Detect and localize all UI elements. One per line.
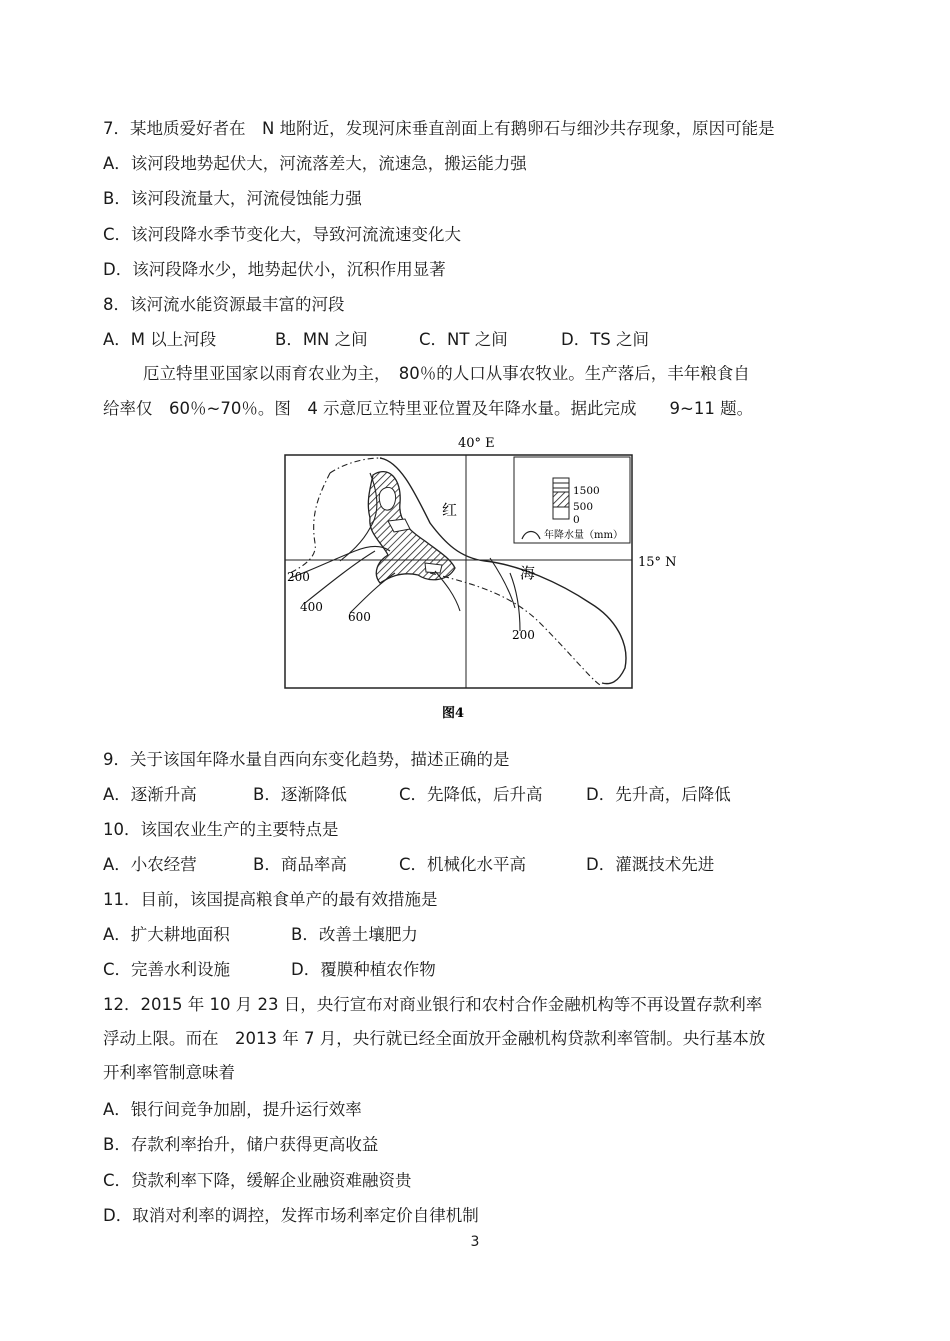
q12-stem-line-2: 浮动上限。而在 2013 年 7 月，央行就已经全面放开金融机构贷款利率管制。央行基本放 (103, 1029, 766, 1048)
legend-swatch-mid (553, 492, 569, 507)
q10-stem: 10．该国农业生产的主要特点是 (103, 820, 339, 839)
isohyet-400 (305, 551, 375, 603)
q8-option-c: C．NT 之间 (419, 330, 508, 349)
peak-zone-3 (425, 563, 442, 573)
contour-label-400: 400 (300, 600, 323, 614)
legend-swatch-low (553, 507, 569, 519)
lon-label: 40° E (458, 436, 495, 451)
q10-option-c: C．机械化水平高 (399, 855, 527, 874)
q12-option-d: D．取消对利率的调控，发挥市场利率定价自律机制 (103, 1206, 479, 1225)
q8-option-d: D．TS 之间 (561, 330, 650, 349)
contour-label-600: 600 (348, 610, 371, 624)
legend-swatch-high (553, 478, 569, 492)
contour-label-200-east: 200 (512, 628, 535, 642)
q10-options (103, 854, 803, 876)
q9-option-c: C．先降低，后升高 (399, 785, 543, 804)
figure-caption: 图4 (442, 706, 465, 721)
map-svg (270, 433, 680, 723)
legend-caption: 年降水量（mm） (544, 530, 623, 541)
q12-stem-line-3: 开利率管制意味着 (103, 1063, 235, 1082)
q7-option-a: A．该河段地势起伏大，河流落差大，流速急，搬运能力强 (103, 154, 527, 173)
q7-option-b: B．该河段流量大，河流侵蚀能力强 (103, 189, 362, 208)
q11-option-d: D．覆膜种植农作物 (291, 960, 436, 979)
q11-options-row2 (103, 959, 603, 981)
page-number: 3 (470, 1234, 480, 1250)
q8-option-b: B．MN 之间 (275, 330, 368, 349)
q11-option-b: B．改善土壤肥力 (291, 925, 418, 944)
q7-stem: 7．某地质爱好者在 N 地附近，发现河床垂直剖面上有鹅卵石与细沙共存现象，原因可能是 (103, 119, 775, 138)
passage-line-1: 厄立特里亚国家以雨育农业为主， 80％的人口从事农牧业。生产落后，丰年粮食自 (143, 364, 750, 383)
q10-option-a: A．小农经营 (103, 855, 197, 874)
q11-options-row1 (103, 924, 603, 946)
lat-label: 15° N (638, 555, 677, 570)
q12-stem-line-1: 12．2015 年 10 月 23 日，央行宣布对商业银行和农村合作金融机构等不再设置存款利率 (103, 995, 763, 1014)
sea-label-1: 红 (442, 501, 458, 519)
q7-option-c: C．该河段降水季节变化大，导致河流流速变化大 (103, 225, 462, 244)
q12-option-a: A．银行间竞争加剧，提升运行效率 (103, 1100, 362, 1119)
peak-zone-1 (379, 487, 395, 510)
q8-option-a: A．M 以上河段 (103, 330, 217, 349)
legend-value-0: 0 (573, 514, 580, 526)
q9-option-a: A．逐渐升高 (103, 785, 197, 804)
q8-stem: 8．该河流水能资源最丰富的河段 (103, 295, 345, 314)
q7-option-d: D．该河段降水少，地势起伏小，沉积作用显著 (103, 260, 446, 279)
legend-value-1500: 1500 (573, 485, 600, 497)
figure-eritrea-map (270, 433, 680, 723)
q11-stem: 11．目前，该国提高粮食单产的最有效措施是 (103, 890, 438, 909)
q9-options (103, 784, 803, 806)
q12-option-c: C．贷款利率下降，缓解企业融资难融资贵 (103, 1171, 412, 1190)
q10-option-b: B．商品率高 (253, 855, 347, 874)
sea-label-2: 海 (520, 564, 536, 582)
q11-option-c: C．完善水利设施 (103, 960, 231, 979)
q11-option-a: A．扩大耕地面积 (103, 925, 230, 944)
q12-option-b: B．存款利率抬升，储户获得更高收益 (103, 1135, 379, 1154)
q9-option-d: D．先升高，后降低 (586, 785, 731, 804)
q9-stem: 9．关于该国年降水量自西向东变化趋势，描述正确的是 (103, 750, 510, 769)
q8-options (103, 329, 703, 351)
q10-option-d: D．灌溉技术先进 (586, 855, 715, 874)
contour-label-200-west: 200 (287, 570, 310, 584)
legend-value-500: 500 (573, 501, 594, 513)
passage-line-2: 给率仅 60％~70％。图 4 示意厄立特里亚位置及年降水量。据此完成 9~11 题。 (103, 399, 754, 418)
q9-option-b: B．逐渐降低 (253, 785, 347, 804)
